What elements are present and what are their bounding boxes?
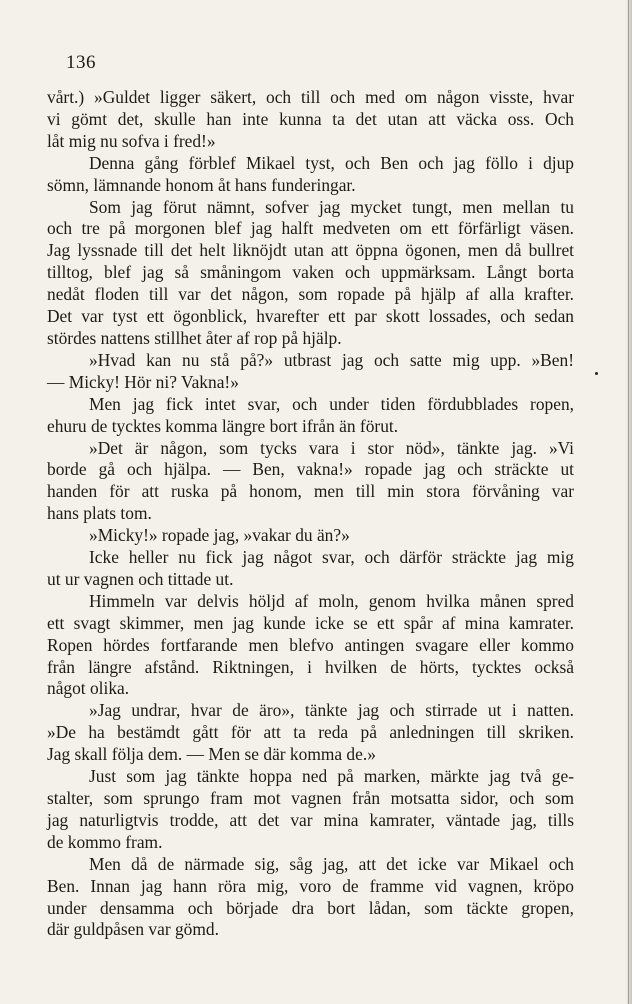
text-line: Men då de närmade sig, såg jag, att det icke var Mikael och: [89, 853, 574, 874]
text-line: jag naturligtvis trodde, att det var mina kamrater, väntade jag, tills: [47, 809, 574, 830]
text-line: Det var tyst ett ögonblick, hvarefter ett par skott lossades, och sedan: [47, 306, 574, 327]
text-line: »Det är någon, som tycks vara i stor nöd», tänkte jag. »Vi: [89, 437, 574, 458]
text-line: stalter, som sprungo fram mot vagnen från motsatta sidor, och som: [47, 788, 574, 808]
page-number: 136: [66, 52, 96, 73]
text-line: Himmeln var delvis höljd af moln, genom hvilka månen spred: [89, 590, 574, 611]
text-line: där guldpåsen var gömd.: [47, 919, 219, 940]
text-line: sömn, lämnande honom åt hans funderingar.: [47, 174, 356, 195]
text-line: ehuru de tycktes komma längre bort ifrån än förut.: [47, 415, 399, 436]
text-line: »Hvad kan nu stå på?» utbrast jag och satte mig upp. »Ben!: [89, 349, 574, 370]
text-line: Icke heller nu fick jag något svar, och därför sträckte jag mig: [89, 547, 574, 568]
text-line: hans plats tom.: [47, 503, 152, 524]
text-line: »De ha bestämdt gått för att ta reda på anledningen till skriken.: [47, 722, 574, 743]
text-line: ett svagt skimmer, men jag kunde icke se ett spår af mina kamrater.: [47, 612, 574, 633]
text-line: handen för att ruska på honom, men till min stora förvåning var: [47, 481, 574, 502]
text-line: låt mig nu sofva i fred!»: [47, 130, 216, 151]
text-line: Ben. Innan jag hann röra mig, voro de framme vid vagnen, kröpo: [47, 875, 574, 896]
text-line: Jag lyssnade till det helt liknöjdt utan att öppna ögonen, men då bullret: [47, 240, 574, 261]
text-line: ut ur vagnen och tittade ut.: [47, 568, 234, 589]
text-line: från längre afstånd. Riktningen, i hvilken de hörts, tycktes också: [47, 656, 574, 677]
text-line: under densamma och började dra bort lådan, som täckte gropen,: [47, 897, 574, 918]
text-line: Just som jag tänkte hoppa ned på marken, märkte jag två ge-: [89, 766, 574, 787]
text-line: borde gå och hjälpa. — Ben, vakna!» ropade jag och sträckte ut: [47, 459, 574, 480]
body-text: [47, 87, 574, 941]
text-line: och tre på morgonen blef jag halft medveten om ett förfärligt väsen.: [47, 218, 574, 239]
text-line: något olika.: [47, 678, 130, 699]
text-line: Jag skall följa dem. — Men se där komma de.»: [47, 744, 376, 765]
text-line: »Micky!» ropade jag, »vakar du än?»: [89, 525, 350, 546]
text-line: Som jag förut nämnt, sofver jag mycket tungt, men mellan tu: [89, 196, 574, 217]
text-line: stördes nattens stillhet åter af rop på hjälp.: [47, 327, 342, 348]
page-edge-shadow: [626, 0, 632, 1004]
text-line: vi gömt det, skulle han inte kunna ta det utan att väcka oss. Och: [47, 108, 574, 129]
text-line: Men jag fick intet svar, och under tiden fördubblades ropen,: [89, 393, 574, 414]
text-line: — Micky! Hör ni? Vakna!»: [47, 371, 239, 392]
text-line: »Jag undrar, hvar de äro», tänkte jag och stirrade ut i natten.: [89, 700, 574, 721]
page-edge-line: [628, 0, 629, 1004]
ink-speck: [595, 372, 598, 375]
text-line: de kommo fram.: [47, 831, 163, 852]
text-line: Denna gång förblef Mikael tyst, och Ben och jag föllo i djup: [89, 152, 574, 173]
text-line: vårt.) »Guldet ligger säkert, och till och med om någon visste, hvar: [47, 87, 574, 107]
text-line: Ropen hördes fortfarande men blefvo antingen svagare eller kommo: [47, 634, 574, 655]
text-line: tilltog, blef jag så småningom vaken och uppmärksam. Långt borta: [47, 262, 574, 283]
text-line: nedåt floden till var det någon, som ropade på hjälp af alla krafter.: [47, 284, 574, 305]
